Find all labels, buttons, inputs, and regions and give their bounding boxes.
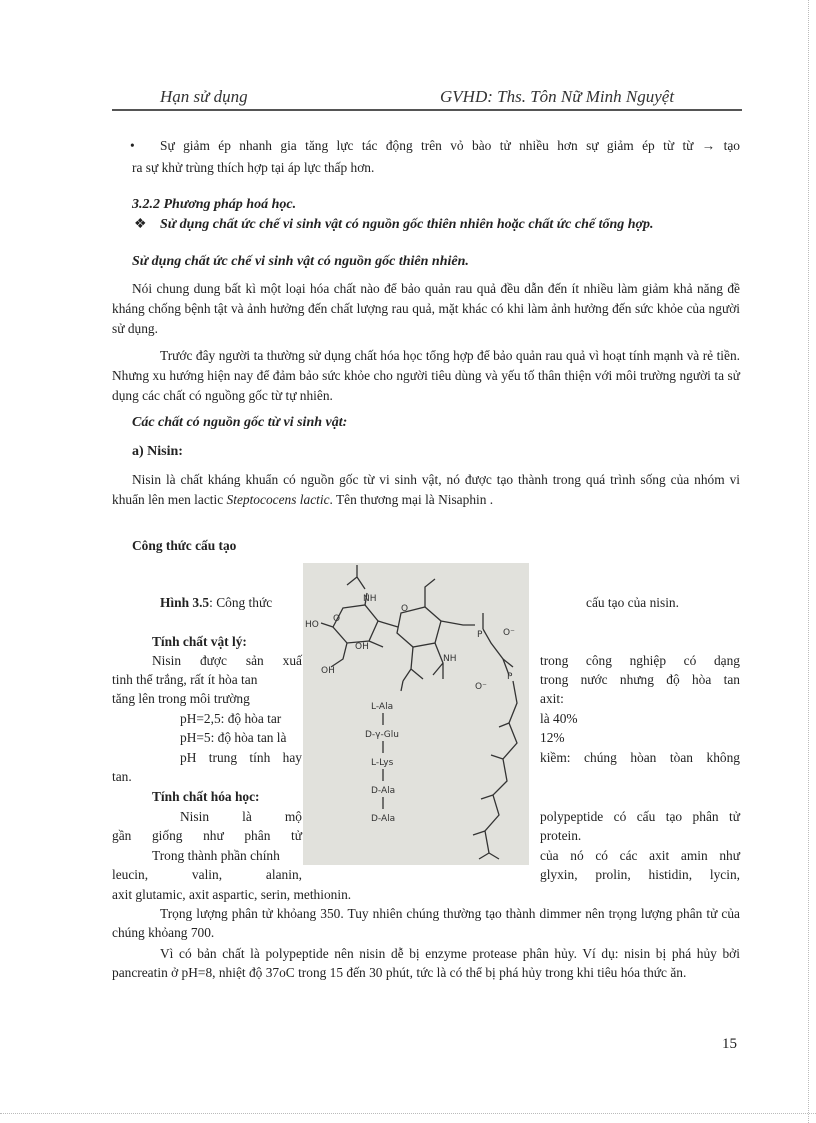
structure-heading: Công thức cấu tạo: [132, 538, 237, 553]
chem-line-2-right: protein.: [540, 828, 582, 843]
header-left: Hạn sử dụng: [160, 87, 248, 106]
figure-caption-left: [160, 594, 272, 612]
natural-heading: Sử dụng chất ức chế vi sinh vật có nguồn gốc thiên nhiên.: [132, 254, 469, 269]
paragraph-3-b: . Tên thương mại là Nisaphin .: [329, 492, 494, 507]
diamond-icon: ❖: [134, 217, 147, 232]
intro-line-2: ra sự khử trùng thích hợp tại áp lực thấp hơn.: [132, 160, 375, 175]
molecule-drawing: [303, 563, 529, 865]
header-right: GVHD: Ths. Tôn Nữ Minh Nguyệt: [440, 87, 675, 106]
nh-label-1: NH: [363, 594, 377, 604]
paragraph-1: Nói chung dung bất kì một loại hóa chất nào để bảo quản rau quả đều dẫn đến ít nhiều làm giảm khả năng đề kháng chống bệnh tật và ảnh hưởng đến chất lượng rau quả, mặt khác có khi làm ảnh hưởng đến sức khỏe của người sử dụng.: [112, 281, 740, 336]
chem-line-4-right: glyxin, prolin, histidin, lycin,: [540, 867, 740, 882]
ph-line-1-right: là 40%: [540, 711, 578, 726]
ph-line-3-right: kiềm: chúng hòan tòan không: [540, 750, 740, 765]
o-label-2: O: [401, 604, 409, 614]
ala-label-1: L-Ala: [371, 702, 394, 712]
chemical-heading: Tính chất hóa học:: [152, 789, 260, 804]
oh-label-2: OH: [321, 666, 335, 676]
ala-label-2: D-Ala: [371, 786, 396, 796]
chem-line-4-left: leucin, valin, alanin,: [112, 867, 302, 882]
phys-line-3-right: axit:: [540, 691, 564, 706]
p-label-2: P: [507, 672, 513, 682]
figure-caption-right: cấu tạo của nisin.: [586, 595, 679, 610]
lys-label: L-Lys: [371, 758, 394, 768]
section-heading: 3.2.2 Phương pháp hoá học.: [132, 197, 297, 212]
figure-label: Hình 3.5: [160, 595, 210, 610]
phys-line-3-left: tăng lên trong môi trường: [112, 691, 250, 706]
paragraph-3-a: Nisin là chất kháng khuẩn có nguồn gốc từ vi sinh vật, nó được tạo thành trong quá trình sống của nhóm vi khuẩn lên men lactic: [112, 472, 740, 507]
chem-line-1-left: Nisin là mộ: [180, 809, 302, 824]
page-right-border: [808, 0, 809, 1123]
chem-line-1-right: polypeptide có cấu tạo phân tử: [540, 809, 740, 824]
p-label-1: P: [477, 630, 483, 640]
o-label-1: O: [333, 614, 341, 624]
bullet: •: [130, 138, 135, 153]
chem-line-3-left: Trong thành phần chính: [152, 848, 280, 863]
o-minus-label-1: O⁻: [503, 628, 515, 638]
section-subheading: Sử dụng chất ức chế vi sinh vật có nguồn gốc thiên nhiên hoặc chất ức chế tổng hợp.: [160, 217, 654, 232]
ph-line-2-left: pH=5: độ hòa tan là: [180, 730, 287, 745]
page-number: 15: [722, 1036, 737, 1052]
o-minus-label-2: O⁻: [475, 682, 487, 692]
nh-label-2: NH: [443, 654, 457, 664]
ho-label: HO: [305, 620, 319, 630]
paragraph-2: Trước đây người ta thường sử dụng chất hóa học tổng hợp để bảo quản rau quả vì hoạt tính mạnh và rẻ tiền. Nhưng xu hướng hiện nay để đảm bảo sức khỏe cho người tiêu dùng và yếu tố thân thiện với môi trường người ta sử dụng các chất có nguồng gốc từ tự nhiên.: [112, 348, 740, 403]
nisin-structure-figure: [303, 563, 529, 865]
glu-label: D-γ-Glu: [365, 730, 399, 740]
phys-line-2-left: tinh thể trắng, rất ít hòa tan: [112, 672, 258, 687]
header-rule: [112, 109, 742, 111]
ph-line-2-right: 12%: [540, 730, 565, 745]
phys-line-2-right: trong nước nhưng độ hòa tan: [540, 672, 740, 687]
figure-caption-left-text: : Công thức: [209, 595, 273, 610]
intro-line-1-end: tạo: [723, 138, 740, 153]
chem-line-3-right: của nó có các axit amin như: [540, 848, 740, 863]
ph-line-1-left: pH=2,5: độ hòa tar: [180, 711, 282, 726]
chem-line-5: axit glutamic, axit aspartic, serin, methionin.: [112, 887, 352, 902]
ala-label-3: D-Ala: [371, 814, 396, 824]
paragraph-5: Vì có bản chất là polypeptide nên nisin dễ bị enzyme protease phân hủy. Ví dụ: nisin bị phá hủy bởi pancreatin ở pH=8, nhiệt độ 37oC trong 15 đến 30 phút, tức là có thể bị phá hủy trong khi tiêu hóa thức ăn.: [112, 946, 740, 980]
paragraph-4: Trọng lượng phân tử khỏang 350. Tuy nhiên chúng thường tạo thành dimmer nên trọng lượng phân tử của chúng khỏang 700.: [112, 906, 740, 940]
paragraph-3: [112, 470, 740, 510]
oh-label-1: OH: [355, 642, 369, 652]
species-name: Steptococens lactic: [226, 492, 330, 507]
ph-line-3-left: pH trung tính hay: [180, 750, 302, 765]
chem-line-2-left: gần giống như phân tử: [112, 828, 302, 843]
physical-heading: Tính chất vật lý:: [152, 634, 247, 649]
arrow-icon: →: [701, 138, 716, 153]
phys-line-1-left: Nisin được sản xuấ: [152, 653, 302, 668]
ph-line-3-end: tan.: [112, 769, 132, 784]
phys-line-1-right: trong công nghiệp có dạng: [540, 653, 740, 668]
page-bottom-border: [0, 1113, 816, 1114]
nisin-heading: a) Nisin:: [132, 444, 183, 459]
intro-line-1: [160, 137, 740, 155]
micro-heading: Các chất có nguồn gốc từ vi sinh vật:: [132, 415, 348, 430]
intro-line-1-text: Sự giảm ép nhanh gia tăng lực tác động trên vỏ bào tử nhiều hơn sự giảm ép từ từ: [160, 138, 694, 153]
